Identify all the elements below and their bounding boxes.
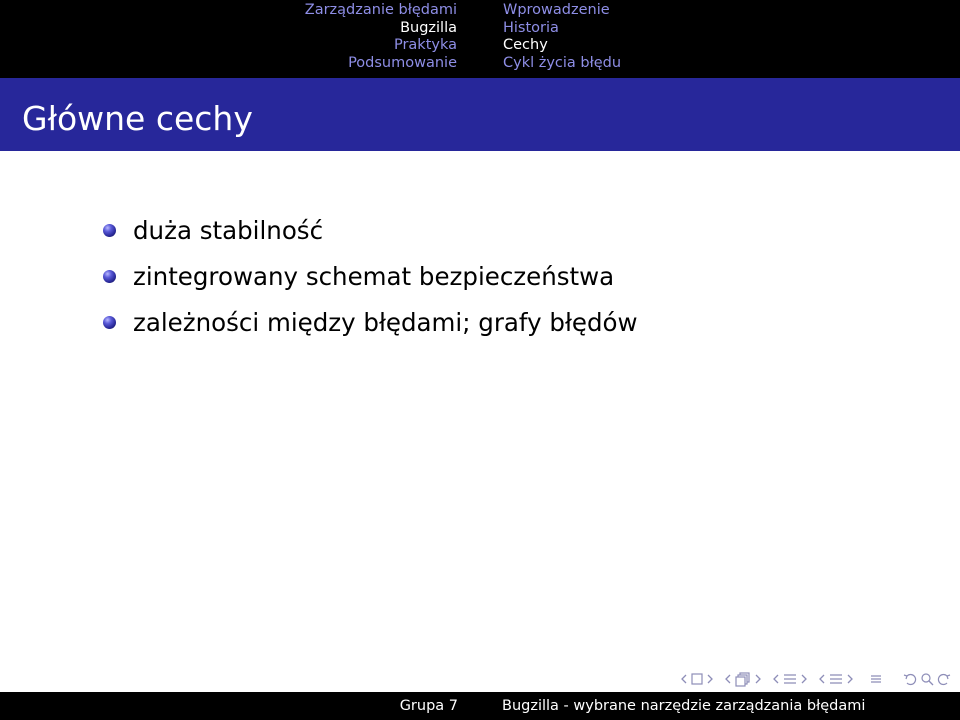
redo-icon[interactable] [936,670,952,688]
subsection-icon[interactable] [734,670,752,688]
subsection-link-cykl[interactable]: Cykl życia błędu [503,54,622,71]
subsection-link-wprowadzenie[interactable]: Wprowadzenie [503,2,610,18]
bullet-ball-icon [103,270,116,283]
subsection-link-historia[interactable]: Historia [503,19,559,36]
section-prev-icon[interactable] [772,670,780,688]
section-icon[interactable] [782,670,798,688]
frame-title: Główne cechy [22,99,253,138]
frame-next-icon[interactable] [706,670,714,688]
section-next-icon[interactable] [846,670,854,688]
section-link-zarzadzanie[interactable]: Zarządzanie błędami [304,2,457,18]
subsection-next-icon[interactable] [754,670,762,688]
navigation-symbols [680,669,952,689]
subsection-list [503,2,621,72]
subsection-link-cechy[interactable]: Cechy [503,37,548,54]
footer-author: Grupa 7 [399,698,458,714]
list-item-text: zależności między błędami; grafy błędów [133,308,638,337]
list-item-text: zintegrowany schemat bezpieczeństwa [133,262,615,291]
footer-bar [0,692,960,720]
section-link-praktyka[interactable]: Praktyka [393,37,457,54]
footer-title-panel [480,692,960,720]
bullet-ball-icon [103,316,116,329]
search-icon[interactable] [920,670,934,688]
bullet-ball-icon [103,224,116,237]
align-icon[interactable] [868,670,884,688]
frame-prev-icon[interactable] [680,670,688,688]
frame-icon[interactable] [690,670,704,688]
section-link-bugzilla[interactable]: Bugzilla [400,19,457,36]
section-list [305,2,457,72]
list-item-text: duża stabilność [133,216,324,245]
subsection-prev-icon[interactable] [724,670,732,688]
section-link-podsumowanie[interactable]: Podsumowanie [348,54,457,71]
undo-icon[interactable] [902,670,918,688]
section-next-icon[interactable] [800,670,808,688]
section-prev-icon[interactable] [818,670,826,688]
footer-author-panel [0,692,480,720]
navigation-bar [0,0,960,78]
footer-title: Bugzilla - wybrane narzędzie zarządzania błędami [502,698,866,714]
section-icon[interactable] [828,670,844,688]
